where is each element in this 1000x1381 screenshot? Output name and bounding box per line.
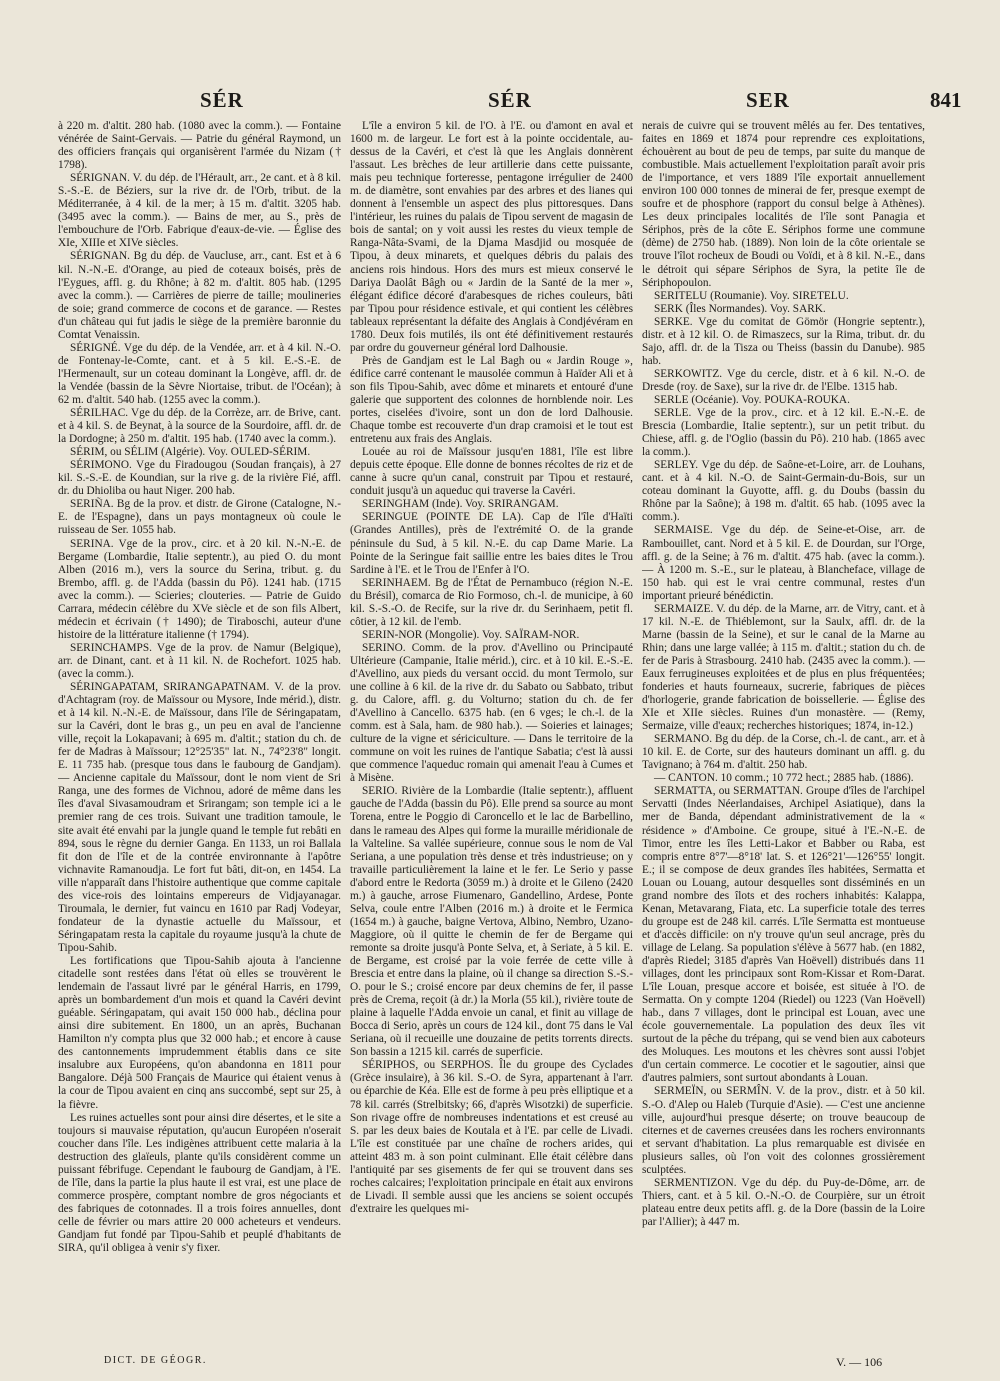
text-column-1 xyxy=(58,120,341,1330)
entry-seringham: SERINGHAM (Inde). Voy. SRIRANGAM. xyxy=(362,498,559,511)
text-column-2 xyxy=(350,120,633,1330)
entry-seringue: SERINGUE (POINTE DE LA). Cap de l'île d'Haïti (Grandes Antilles), près de l'extrémité O. de la grande péninsule du Sud, à 5 kil. N.-E. du cap Dame Marie. La Pointe de la Seringue fait saillie entre les baies dites le Trou Sardine à l'E. et le Trou de l'Enfer à l'O. xyxy=(350,511,633,576)
entry-text: à 220 m. d'altit. 280 hab. (1080 avec la comm.). — Fontaine vénérée de Saint-Gervais. — Patrie du général Raymond, un des officiers français qui organisèrent l'armée du Nizam († 1798). xyxy=(58,120,341,172)
page-header xyxy=(0,88,1000,116)
entry-serley: SERLEY. Vge du dép. de Saône-et-Loire, arr. de Louhans, cant. et à 4 kil. N.-O. de Saint-Germain-du-Bois, sur un coteau dominant la Guyotte, affl. g. du Doubs (bassin du Rhône par la Saône); à 198 m. d'altit. 65 hab. (1095 avec la comm.). xyxy=(642,459,925,524)
entry-seritelu: SERITELU (Roumanie). Voy. SIRETELU. xyxy=(654,289,849,302)
entry-paragraph: Près de Gandjam est le Lal Bagh ou « Jardin Rouge », édifice carré contenant le mausolée commun à Haïder Ali et à son fils Tipou-Sahib, avec dôme et minarets et entouré d'une galerie que supportent des colonnes de hornblende noir. Les portes, ciselées d'ivoire, sont un don de lord Dalhousie. Chaque tombe est recouverte d'un drap cramoisi et le tout est entretenu aux frais des Anglais. xyxy=(350,354,633,446)
entry-serignan-herault: SÉRIGNAN. V. du dép. de l'Hérault, arr., 2e cant. et à 8 kil. S.-S.-E. de Béziers, sur la rive dr. de l'Orb, tribut. de la Méditerranée, à 4 kil. de la mer; à 15 m. d'altit. 3205 hab. (3495 avec la comm.). — Bains de mer, au S., près de l'embouchure de l'Orb. Fabrique d'eaux-de-vie. — Église des XIe, XIIIe et XIVe siècles. xyxy=(58,172,341,250)
entry-serimono: SÉRIMONO. Vge du Firadougou (Soudan français), à 27 kil. S.-S.-E. de Koundian, sur la rive g. de la rivière Fié, affl. dr. du Dhioliba ou haut Niger. 200 hab. xyxy=(58,459,341,498)
entry-seriphos: SÉRIPHOS, ou SERPHOS. Île du groupe des Cyclades (Grèce insulaire), à 36 kil. S.-O. de Syra, appartenant à l'arr. ou éparchie de Kéa. Elle est de forme à peu près elliptique et a 78 kil. carrés (Strelbitsky; 66, d'après Wisotzki) de superficie. Son rivage offre de nombreuses indentations et est creusé au S. par les deux baies de Koutala et à l'E. par celle de Livadi. L'île est constituée par une chaîne de rochers arides, qui atteint 483 m. à son point culminant. Elle était célèbre dans l'antiquité par ses gisements de fer qui se trouvent dans ses roches calcaires; l'exploitation principale en était aux environs de Livadi. Il semble aussi que les anciens se soient occupés d'extraire les quelques mi- xyxy=(350,1059,633,1215)
entry-serilhac: SÉRILHAC. Vge du dép. de la Corrèze, arr. de Brive, cant. et à 4 kil. S. de Beynat, à la source de la Sourdoire, affl. dr. de la Dordogne; à 250 m. d'altit. 195 hab. (1740 avec la comm.). xyxy=(58,407,341,446)
entry-serle-oceanie: SERLE (Océanie). Voy. POUKA-ROUKA. xyxy=(654,393,850,406)
entry-seringapatam: SÉRINGAPATAM, SRIRANGAPATNAM. V. de la prov. d'Achtagram (roy. de Maïssour ou Mysore, Inde mérid.), distr. et à 14 kil. N.-N.-E. de Maïssour, dans l'île de Séringapatam, sur la Cavéri, dont le bras g., un peu en aval de l'ancienne ville, reçoit la Lokapavani; à 695 m. d'altit.; station du ch. de fer de Madras à Maïssour; 12°25'35" lat. N., 74°23'8" longit. E. 11 735 hab. (presque tous dans le faubourg de Gandjam). — Ancienne capitale du Maïssour, dont le nom vient de Sri Ranga, une des formes de Vichnou, adoré de même dans les îles d'aval Sivasamoudram et Srirangam; son temple ici a le premier rang de ces trois. Suivant une tradition tamoule, le site avait été envahi par la jungle quand le temple fut rebâti en 894, sous le règne du dernier Ganga. En 1133, un roi Ballala fit don de l'île et de la contrée environnante à l'apôtre vichnavite Ramanoudja. Le fort fut bâti, dit-on, en 1454. La ville n'apparaît dans l'histoire authentique que comme capitale des vice-rois des lointains empereurs de Vidjayanagar. Tiroumala, le dernier, fut vaincu en 1610 par Radj Vodeyar, fondateur de la dynastie actuelle du Maïssour, et Séringapatam resta la capitale du royaume jusqu'à la chute de Tipou-Sahib. xyxy=(58,681,341,954)
entry-serin-nor: SERIN-NOR (Mongolie). Voy. SAÏRAM-NOR. xyxy=(362,628,580,641)
entry-sermano: SERMANO. Bg du dép. de la Corse, ch.-l. de cant., arr. et à 10 kil. E. de Corte, sur des hauteurs dominant un affl. g. du Tavignano; à 764 m. d'altit. 250 hab. xyxy=(642,733,925,772)
entry-serinchamps: SERINCHAMPS. Vge de la prov. de Namur (Belgique), arr. de Dinant, cant. et à 11 kil. N. de Rochefort. 1025 hab. (avec la comm.). xyxy=(58,641,341,680)
running-head-middle: SÉR xyxy=(488,88,532,112)
entry-paragraph: Les ruines actuelles sont pour ainsi dire désertes, et le site a toujours si mauvaise réputation, qu'aucun Européen n'oserait coucher dans l'île. Les indigènes attribuent cette malaria à la destruction des glaïeuls, plante qu'ils considèrent comme un puissant fébrifuge. Cependant le faubourg de Gandjam, à l'E. de l'île, dans la partie la plus haute il est vrai, est une place de commerce prospère, comptant nombre de gros négociants et des fabriques de cotonnades. Il a trois foires annuelles, dont celle de février ou mars attire 20 000 acheteurs et vendeurs. Gandjam fut fondé par Tipou-Sahib et peuplé d'habitants de SIRA, qu'il obligea à venir s'y fixer. xyxy=(58,1111,341,1255)
entry-sermaise: SERMAISE. Vge du dép. de Seine-et-Oise, arr. de Rambouillet, cant. Nord et à 5 kil. E. de Dourdan, sur l'Orge, affl. g. de la Seine; à 76 m. d'altit. 475 hab. (avec la comm.). — À 1200 m. S.-E., sur le plateau, à Blancheface, village de 150 hab. qui est le vrai centre communal, restes d'un important prieuré bénédictin. xyxy=(642,524,925,602)
entry-serio: SERIO. Rivière de la Lombardie (Italie septentr.), affluent gauche de l'Adda (bassin du Pô). Elle prend sa source au mont Torena, entre le Poggio di Caroncello et le lac de Barbellino, dans le rameau des Alpes qui forme la muraille méridionale de la Valteline. Sa vallée supérieure, connue sous le nom de Val Seriana, a une population très dense et très industrieuse; on y travaille particulièrement la laine et le fer. Le Serio y passe d'abord entre le Redorta (3059 m.) à droite et le Gileno (2420 m.) à gauche, arrose Fiumenaro, Gandellino, Ardese, Ponte Selva, coule entre l'Alben (2016 m.) à droite et le Fermica (1654 m.) à gauche, baigne Vertova, Albino, Nembro, Uzano-Maggiore, où il quitte le chemin de fer de Bergame qui remonte sa droite jusqu'à Ponte Selva, et, à Seriate, à 5 kil. E. de Bergame, est croisé par la voie ferrée de cette ville à Brescia et entre dans la plaine, où il change sa direction S.-S.-O. pour le S.; croisé encore par deux chemins de fer, il passe près de Crema, reçoit (à dr.) la Morla (55 kil.), rivière toute de plaine à laquelle l'Adda envoie un canal, et finit au village de Bocca di Serio, après un cours de 124 kil., dont 75 dans le Val Seriana, où il recueille une douzaine de petits torrents directs. Son bassin a 1215 kil. carrés de superficie. xyxy=(350,785,633,1059)
entry-serim: SÉRIM, ou SÉLIM (Algérie). Voy. OULED-SÉRIM. xyxy=(70,446,311,459)
footer-book-title: DICT. DE GÉOGR. xyxy=(104,1355,207,1366)
entry-paragraph: Louée au roi de Maïssour jusqu'en 1881, l'île est libre depuis cette époque. Elle donne de bonnes récoltes de riz et de canne à sucre qu'un canal, construit par Tipou et restauré, conduit jusqu'à un aqueduc qui traverse la Cavéri. xyxy=(350,446,633,498)
entry-serkowitz: SERKOWITZ. Vge du cercle, distr. et à 6 kil. N.-O. de Dresde (roy. de Saxe), sur la rive dr. de l'Elbe. 1315 hab. xyxy=(642,367,925,393)
entry-serk: SERK (Îles Normandes). Voy. SARK. xyxy=(654,302,826,315)
entry-paragraph: L'île a environ 5 kil. de l'O. à l'E. ou d'amont en aval et 1600 m. de largeur. Le fort est à la pointe occidentale, au-dessus de la Cavéri, et c'est là que les Anglais donnèrent l'assaut. Les brèches de leur artillerie dans cette puissante, mais peu technique forteresse, pentagone irrégulier de 2400 m. de diamètre, sont envahies par des arbres et des lianes qui donnent à l'ensemble un aspect des plus pittoresques. Dans l'intérieur, les ruines du palais de Tipou servent de magasin de bois de santal; on y voit aussi les restes du vieux temple de Ranga-Nâta-Svami, de la Djama Masdjid ou mosquée de Tipou, à deux minarets, et quelques débris du palais des anciens rois hindous. Hors des murs est mieux conservé le Dariya Daolât Bâgh ou « Jardin de la Santé de la mer », élégant édifice décoré d'arabesques de riches couleurs, bâti par Tipou pour résidence estivale, et qui contient les célèbres tableaux représentant la défaite des Anglais à Condjévéram en 1780. Deux fois mutilés, ils ont été définitivement restaurés par ordre du gouverneur général lord Dalhousie. xyxy=(350,120,633,354)
running-head-right: SER xyxy=(746,88,790,112)
text-column-3 xyxy=(642,120,925,1330)
entry-serle: SERLE. Vge de la prov., circ. et à 12 kil. E.-N.-E. de Brescia (Lombardie, Italie septentr.), sur un petit tribut. du Chiese, affl. g. de l'Oglio (bassin du Pô). 210 hab. (1865 avec la comm.). xyxy=(642,407,925,459)
entry-paragraph: Les fortifications que Tipou-Sahib ajouta à l'ancienne citadelle sont restées dans l'état où elles se trouvèrent le lendemain de l'assaut livré par le général Harris, en 1799, après un bombardement d'un mois et quand la Cavéri devint guéable. Séringapatam, qui avait 150 000 hab., déclina pour ainsi dire subitement. En 1800, un an après, Buchanan Hamilton n'y compta plus que 32 000 hab.; et encore à cause des cantonnements imprudemment établis dans ce site insalubre aux Européens, qu'on abandonna en 1811 pour Bangalore. Déjà 500 Français de Maurice qui étaient venus à la cour de Tipou avaient en cinq ans succombé, sept sur 25, à la fièvre. xyxy=(58,955,341,1111)
entry-serino: SERINO. Comm. de la prov. d'Avellino ou Principauté Ultérieure (Campanie, Italie mérid.), circ. et à 10 kil. E.-S.-E. d'Avellino, aux pieds du versant occid. du mont Termolo, sur une colline à 6 kil. de la rive dr. du Sabato ou Sabbato, tribut g. du Calore, affl. g. du Volturno; station du ch. de fer d'Avellino à Cancello. 6375 hab. (en 6 vges; le ch.-l. de la comm. est à Sala, ham. de 980 hab.). — Soieries et lainages; culture de la vigne et sériciculture. — Dans le territoire de la commune on voit les ruines de l'antique Sabatia; c'est là aussi que commence l'aqueduc romain qui amenait l'eau à Cumes et à Misène. xyxy=(350,641,633,785)
entry-serignan-vaucluse: SÉRIGNAN. Bg du dép. de Vaucluse, arr., cant. Est et à 6 kil. N.-N.-E. d'Orange, au pied de coteaux boisés, près de l'Eygues, affl. g. du Rhône; à 82 m. d'altit. 805 hab. (1295 avec la comm.). — Carrières de pierre de taille; moulineries de soie; grand commerce de cocons et de garance. — Restes d'un château qui fut jadis le siège de la première baronnie du Comtat Venaissin. xyxy=(58,250,341,341)
page-number: 841 xyxy=(930,88,962,112)
entry-serina-spain: SERIÑA. Bg de la prov. et distr. de Girone (Catalogne, N.-E. de l'Espagne), dans un pays montagneux où coule le ruisseau de Ser. 1055 hab. xyxy=(58,498,341,537)
footer-signature: V. — 106 xyxy=(836,1355,883,1369)
entry-sermentizon: SERMENTIZON. Vge du dép. du Puy-de-Dôme, arr. de Thiers, cant. et à 5 kil. O.-N.-O. de Courpière, sur un étroit plateau entre deux petits affl. g. de la Dore (bassin de la Loire par l'Allier); à 447 m. xyxy=(642,1176,925,1228)
entry-serke: SERKE. Vge du comitat de Gömör (Hongrie septentr.), distr. et à 12 kil. O. de Rimaszecs, sur la Rima, tribut. dr. du Sajo, affl. dr. de la Tisza ou Theiss (bassin du Danube). 985 hab. xyxy=(642,315,925,367)
entry-serinhaem: SERINHAEM. Bg de l'État de Pernambuco (région N.-E. du Brésil), comarca de Rio Formoso, ch.-l. de municipe, à 60 kil. S.-S.-O. de Recife, sur la rive dr. du Serinhaem, petit fl. côtier, à 12 kil. de l'emb. xyxy=(350,576,633,628)
page-footer xyxy=(0,1355,1000,1371)
entry-serigne: SÉRIGNÉ. Vge du dép. de la Vendée, arr. et à 4 kil. N.-O. de Fontenay-le-Comte, cant. et à 5 kil. E.-S.-E. de l'Hermenault, sur un coteau dominant la Longève, affl. dr. de la Vendée (bassin de la Sèvre Niortaise, tribut. de l'Océan); à 62 m. d'altit. 540 hab. (1255 avec la comm.). xyxy=(58,341,341,406)
entry-serina-italy: SERINA. Vge de la prov., circ. et à 20 kil. N.-N.-E. de Bergame (Lombardie, Italie septentr.), au pied O. du mont Alben (2016 m.), vers la source du Serina, tribut. g. du Brembo, affl. g. de l'Adda (bassin du Pô). 1241 hab. (1715 avec la comm.). — Scieries; clouteries. — Patrie de Guido Carrara, médecin célèbre du XVe siècle et de son fils Albert, médecin et écrivain († 1490); de Tiraboschi, auteur d'une histoire de la littérature italienne († 1794). xyxy=(58,537,341,641)
entry-text: nerais de cuivre qui se trouvent mêlés au fer. Des tentatives, faites en 1869 et 1874 pour reprendre ces exploitations, échouèrent au bout de peu de temps, par suite du manque de combustible. Mais actuellement l'exploitation paraît avoir pris de l'importance, et vers 1889 l'île exportait annuellement environ 100 000 tonnes de minerai de fer, presque exempt de soufre et de phosphore (rapport du consul belge à Athènes). Les deux principales localités de l'île sont Panagia et Sériphos, près de la côte E. Sériphos forme une commune (dème) de 2750 hab. (1889). Non loin de la côte orientale se trouve l'îlot rocheux de Boudi ou Voïdi, et à 8 kil. N.-E., dans le détroit qui sépare Sériphos de Syra, la petite île de Sériphopoulon. xyxy=(642,120,925,289)
entry-sermein: SERMEÏN, ou SERMÎN. V. de la prov., distr. et à 50 kil. S.-O. d'Alep ou Haleb (Turquie d'Asie). — C'est une ancienne ville, aujourd'hui presque déserte; on trouve beaucoup de citernes et de cavernes creusées dans les rochers environnants et servant d'habitation. La plus remarquable est divisée en plusieurs salles, où l'on voit des colonnes grossièrement sculptées. xyxy=(642,1085,925,1176)
entry-canton: — CANTON. 10 comm.; 10 772 hect.; 2885 hab. (1886). xyxy=(654,772,914,785)
running-head-left: SÉR xyxy=(200,88,244,112)
entry-sermaize: SERMAIZE. V. du dép. de la Marne, arr. de Vitry, cant. et à 17 kil. N.-E. de Thiéblemont, sur la Saulx, affl. dr. de la Marne (bassin de la Seine), et sur le canal de la Marne au Rhin; dans une large vallée; à 115 m. d'altit.; station du ch. de fer de Paris à Strasbourg. 2410 hab. (2435 avec la comm.). — Eaux ferrugineuses exploitées et de plus en plus fréquentées; fonderies et hauts fourneaux, sucrerie, fabriques de pièces d'horlogerie, grande fabrication de boissellerie. — Église des XIe et XIIe siècles. Ruines d'un monastère. — (Remy, Sermaize, ville d'eaux; recherches historiques; 1874, in-12.) xyxy=(642,602,925,733)
entry-sermatta: SERMATTA, ou SERMATTAN. Groupe d'îles de l'archipel Servatti (Indes Néerlandaises, Archipel Asiatique), dans la mer de Banda, dépendant administrativement de la « résidence » d'Amboine. Ce groupe, situé à l'E.-N.-E. de Timor, entre les îles Letti-Lakor et Babber ou Raba, est compris entre 8°7'—8°18' lat. S. et 126°21'—126°55' longit. E.; il se compose de deux grandes îles habitées, Sermatta et Louan ou Louang, autour desquelles sont disséminés en un grand nombre des îlots et des rochers inhabités: Kalappa, Kenan, Metavarang, Fiata, etc. La superficie totale des terres du groupe est de 248 kil. carrés. L'île Sermatta est montueuse et d'accès difficile: on n'y trouve qu'un seul ancrage, près du village de Lelang. Sa population s'élève à 5677 hab. (en 1882, d'après Riedel; 3185 d'après Van Hoëvell) distribués dans 11 villages, dont les principaux sont Rom-Kissar et Rom-Darat. L'île Louan, presque accore et boisée, est située à l'O. de Sermatta. On y compte 1204 (Riedel) ou 1223 (Van Hoëvell) hab., dans 7 villages, dont le principal est Louan, avec une école gouvernementale. La population des deux îles vit surtout de la pêche du trépang, qui se vend bien aux caboteurs des Moluques. Les moutons et les chèvres sont aussi l'objet d'un certain commerce. Le cocotier et le sagoutier, ainsi que d'autres palmiers, sont surtout abondants à Louan. xyxy=(642,785,925,1085)
